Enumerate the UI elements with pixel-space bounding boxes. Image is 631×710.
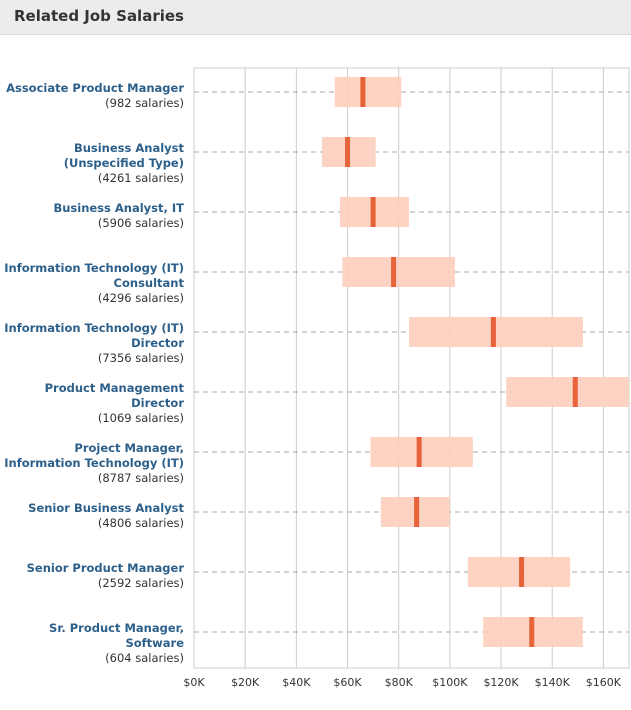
median-salary-marker	[371, 197, 376, 227]
job-title-link[interactable]: Business Analyst	[73, 141, 184, 155]
salary-count: (4261 salaries)	[97, 171, 184, 185]
job-title-link[interactable]: Associate Product Manager	[6, 81, 184, 95]
median-salary-marker	[529, 617, 534, 647]
salary-range-bar	[468, 557, 570, 587]
x-tick-label: $160K	[585, 676, 622, 689]
median-salary-marker	[345, 137, 350, 167]
job-title-link[interactable]: Product Management	[44, 381, 184, 395]
median-salary-marker	[573, 377, 578, 407]
salary-count: (4806 salaries)	[97, 516, 184, 530]
median-salary-marker	[491, 317, 496, 347]
salary-count: (4296 salaries)	[97, 291, 184, 305]
salary-count: (604 salaries)	[105, 651, 184, 665]
x-tick-label: $140K	[534, 676, 570, 689]
job-title-link[interactable]: Consultant	[113, 276, 184, 290]
job-title-link[interactable]: Director	[131, 336, 184, 350]
job-title-link[interactable]: Director	[131, 396, 184, 410]
salary-range-bar	[409, 317, 583, 347]
salary-count: (2592 salaries)	[97, 576, 184, 590]
x-tick-label: $120K	[483, 676, 519, 689]
salary-range-bar	[371, 437, 473, 467]
job-title-link[interactable]: Business Analyst, IT	[53, 201, 184, 215]
section-title: Related Job Salaries	[14, 7, 184, 25]
job-title-link[interactable]: Sr. Product Manager,	[49, 621, 184, 635]
salary-count: (5906 salaries)	[97, 216, 184, 230]
x-tick-label: $60K	[333, 676, 362, 689]
median-salary-marker	[417, 437, 422, 467]
x-tick-label: $100K	[432, 676, 468, 689]
salary-range-bar	[506, 377, 629, 407]
job-title-link[interactable]: Information Technology (IT)	[4, 321, 184, 335]
job-title-link[interactable]: Software	[125, 636, 184, 650]
median-salary-marker	[391, 257, 396, 287]
x-tick-label: $20K	[231, 676, 260, 689]
job-title-link[interactable]: Information Technology (IT)	[4, 261, 184, 275]
salary-count: (982 salaries)	[105, 96, 184, 110]
x-tick-label: $0K	[183, 676, 205, 689]
salary-count: (7356 salaries)	[97, 351, 184, 365]
x-tick-label: $80K	[384, 676, 413, 689]
median-salary-marker	[360, 77, 365, 107]
job-title-link[interactable]: (Unspecified Type)	[63, 156, 184, 170]
salary-range-bar	[335, 77, 402, 107]
job-title-link[interactable]: Information Technology (IT)	[4, 456, 184, 470]
job-title-link[interactable]: Project Manager,	[74, 441, 184, 455]
job-title-link[interactable]: Senior Product Manager	[26, 561, 184, 575]
salary-range-bar	[342, 257, 455, 287]
x-tick-label: $40K	[282, 676, 311, 689]
job-title-link[interactable]: Senior Business Analyst	[28, 501, 184, 515]
salary-count: (1069 salaries)	[97, 411, 184, 425]
salary-count: (8787 salaries)	[97, 471, 184, 485]
median-salary-marker	[414, 497, 419, 527]
median-salary-marker	[519, 557, 524, 587]
